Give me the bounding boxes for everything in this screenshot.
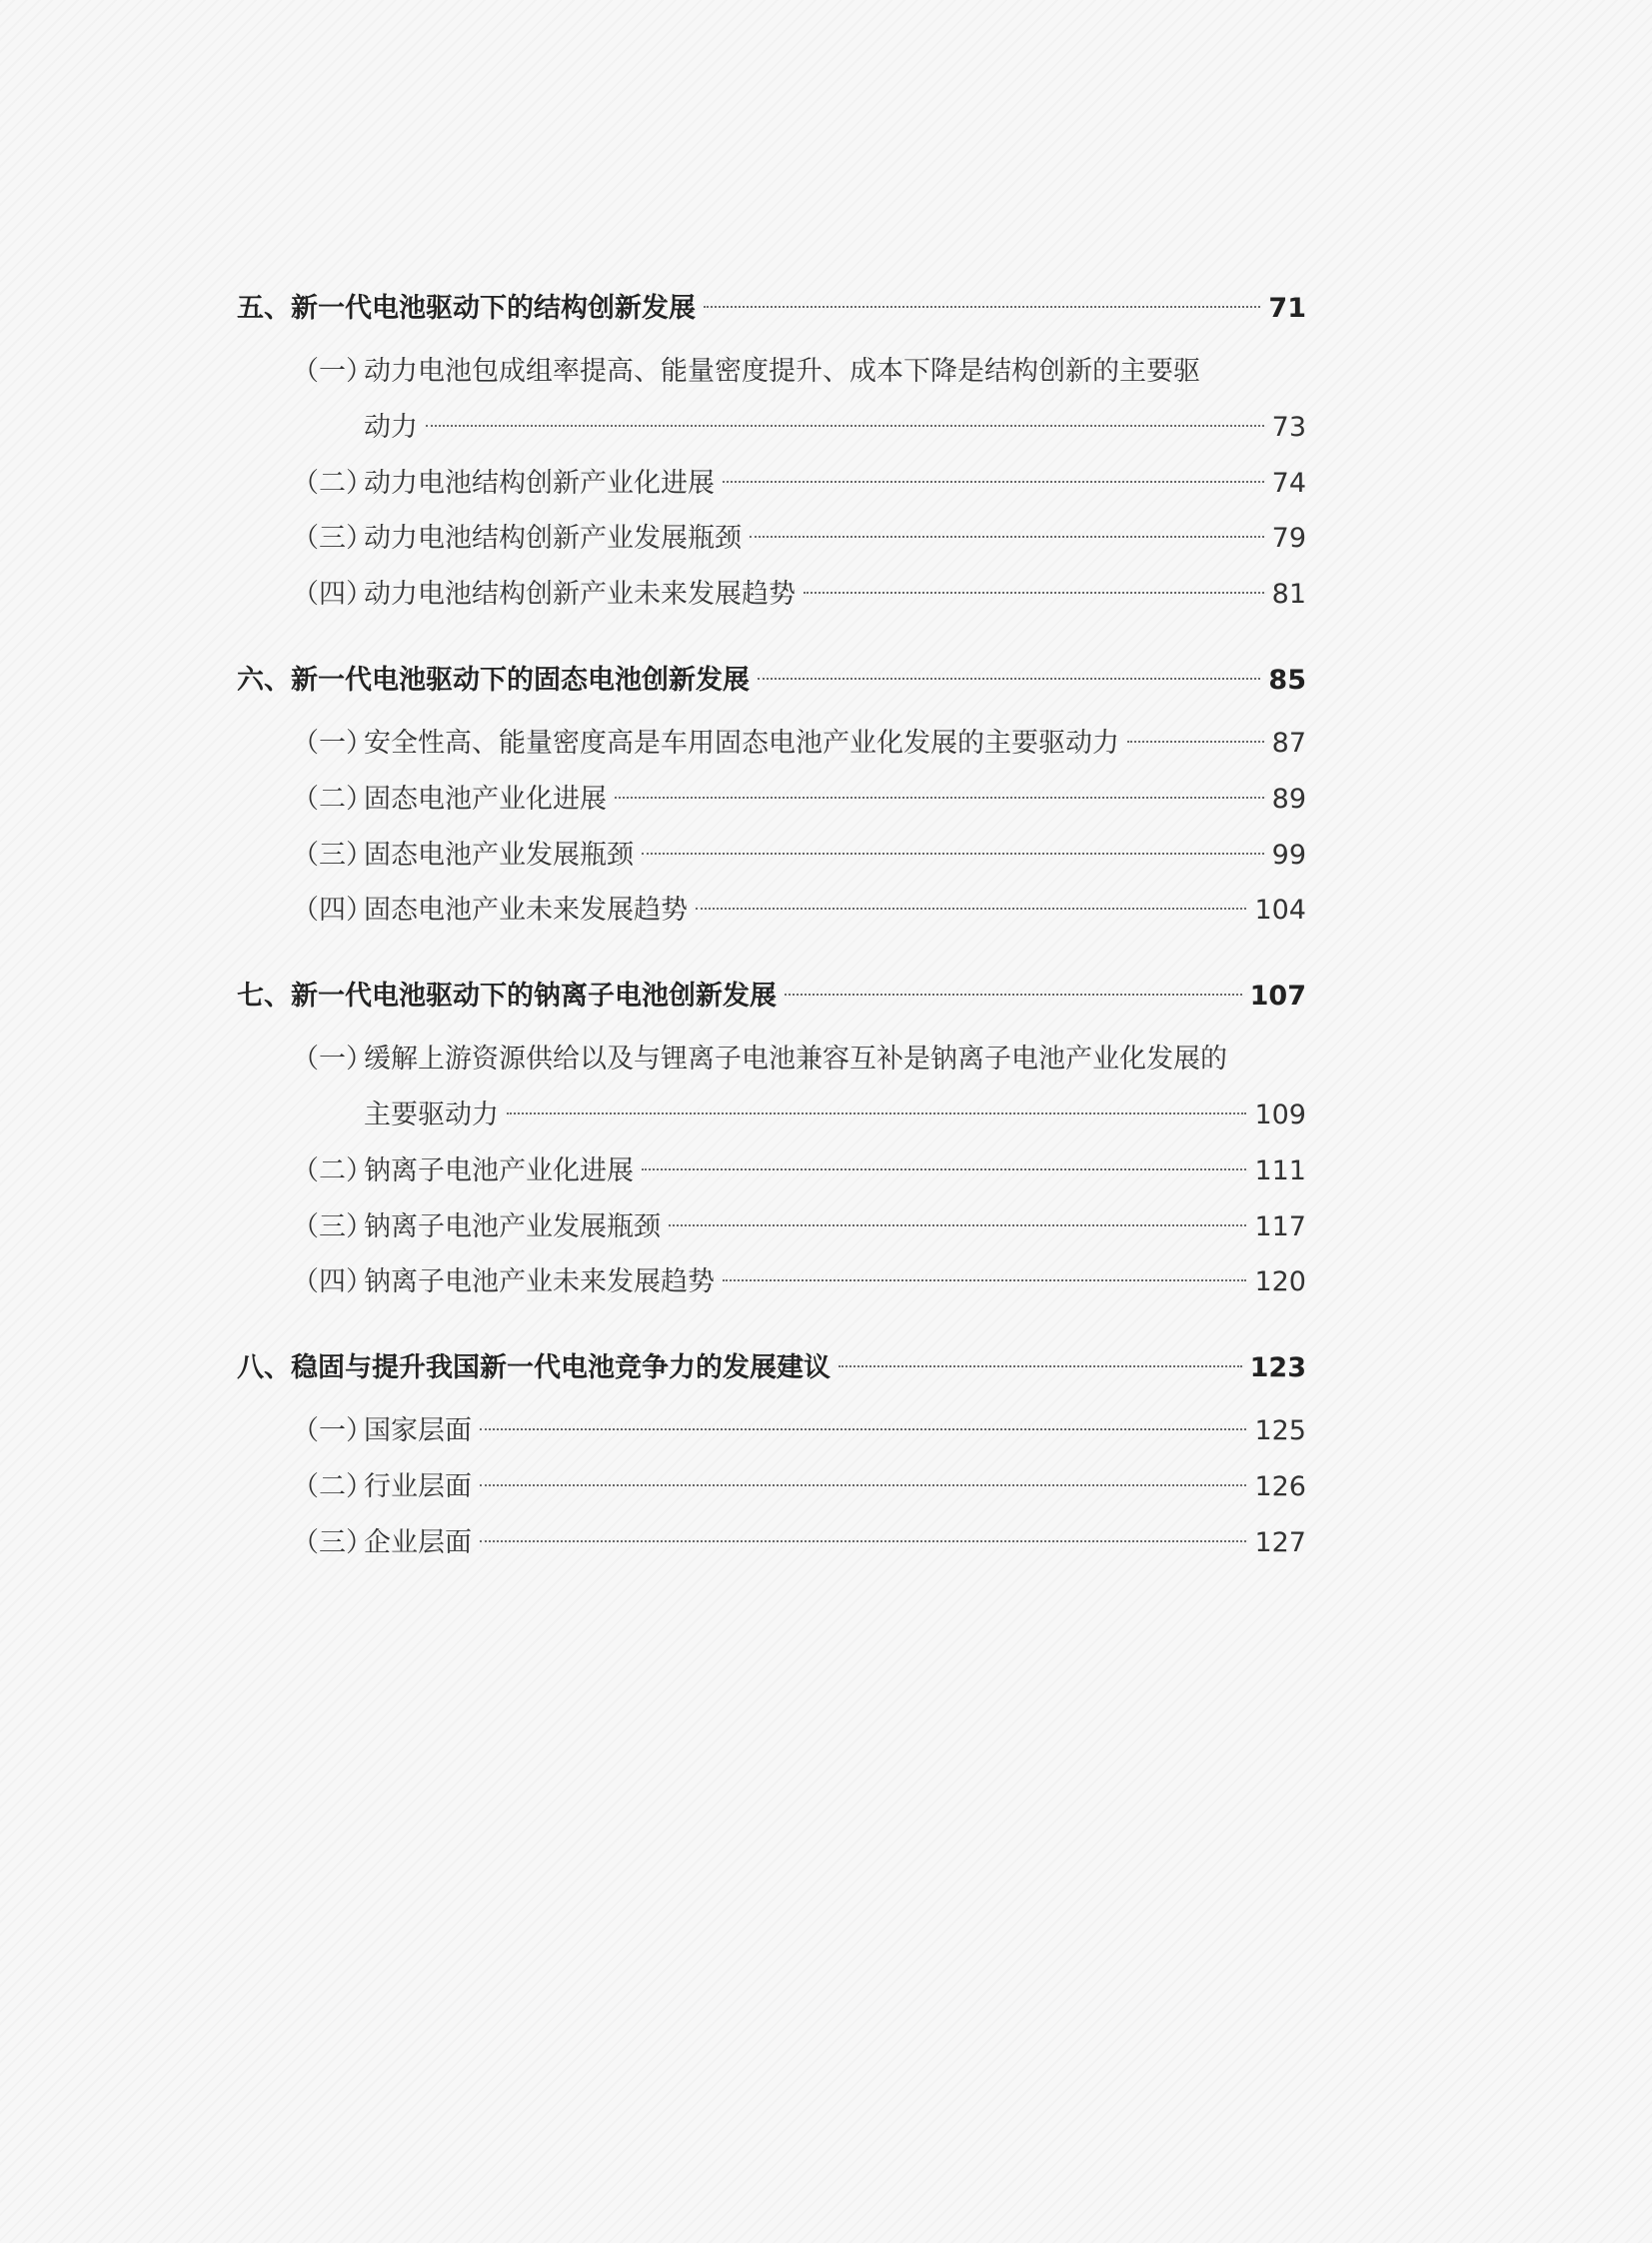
toc-entry-title: 固态电池产业发展瓶颈 bbox=[364, 839, 634, 871]
toc-entry-marker: （三） bbox=[292, 1526, 373, 1558]
toc-entry-title: 行业层面 bbox=[364, 1470, 472, 1502]
dot-leader bbox=[804, 592, 1264, 594]
toc-entry-marker: （二） bbox=[292, 1470, 373, 1502]
toc-entry-marker: （四） bbox=[292, 579, 373, 611]
toc-entry[interactable] bbox=[237, 511, 1306, 567]
toc-section-8 bbox=[237, 1340, 1306, 1570]
toc-entry-title: 主要驱动力 bbox=[364, 1099, 499, 1130]
toc-entry-marker: （三） bbox=[292, 523, 373, 555]
toc-entry[interactable] bbox=[237, 456, 1306, 512]
dot-leader bbox=[642, 853, 1264, 855]
dot-leader bbox=[696, 908, 1246, 910]
toc-section-7 bbox=[237, 969, 1306, 1310]
toc-section-5 bbox=[237, 281, 1306, 623]
toc-entry-marker: （四） bbox=[292, 895, 373, 927]
toc-entry-title: 动力电池包成组率提高、能量密度提升、成本下降是结构创新的主要驱 bbox=[364, 356, 1200, 387]
toc-entry-marker: （四） bbox=[292, 1266, 373, 1298]
toc-page-number: 126 bbox=[1254, 1470, 1306, 1502]
dot-leader bbox=[480, 1428, 1246, 1430]
toc-entry-title: 钠离子电池产业未来发展趋势 bbox=[364, 1266, 715, 1298]
toc-entry-continuation[interactable] bbox=[237, 400, 1306, 456]
toc-page-number: 125 bbox=[1254, 1415, 1306, 1447]
toc-page-number: 85 bbox=[1268, 664, 1306, 696]
toc-entry[interactable] bbox=[237, 1254, 1306, 1310]
toc-page-number: 107 bbox=[1249, 981, 1306, 1013]
toc-entry[interactable] bbox=[237, 567, 1306, 623]
table-of-contents bbox=[237, 281, 1306, 1601]
toc-entry-title: 企业层面 bbox=[364, 1526, 472, 1558]
toc-entry-title: 钠离子电池产业发展瓶颈 bbox=[364, 1210, 661, 1242]
dot-leader bbox=[507, 1113, 1246, 1115]
toc-entry[interactable] bbox=[237, 1459, 1306, 1515]
toc-entry-marker: （三） bbox=[292, 839, 373, 871]
toc-page-number: 73 bbox=[1271, 411, 1306, 443]
toc-section-6 bbox=[237, 653, 1306, 939]
toc-heading[interactable] bbox=[237, 1340, 1306, 1395]
toc-entry-marker: （二） bbox=[292, 467, 373, 499]
dot-leader bbox=[785, 994, 1242, 996]
toc-entry[interactable] bbox=[237, 1199, 1306, 1255]
dot-leader bbox=[723, 1279, 1246, 1281]
toc-heading[interactable] bbox=[237, 969, 1306, 1024]
dot-leader bbox=[1127, 741, 1264, 743]
toc-entry[interactable] bbox=[237, 1032, 1306, 1088]
toc-heading[interactable] bbox=[237, 653, 1306, 708]
toc-entry-marker: （一） bbox=[292, 1044, 373, 1076]
dot-leader bbox=[750, 536, 1264, 538]
toc-page-number: 87 bbox=[1271, 727, 1306, 759]
toc-heading-number: 六、 bbox=[237, 664, 291, 696]
toc-heading-title: 稳固与提升我国新一代电池竞争力的发展建议 bbox=[291, 1352, 830, 1384]
toc-page-number: 123 bbox=[1249, 1352, 1306, 1384]
toc-entry-marker: （一） bbox=[292, 1415, 373, 1447]
toc-heading-number: 五、 bbox=[237, 293, 291, 324]
dot-leader bbox=[480, 1484, 1246, 1486]
toc-entry-continuation[interactable] bbox=[237, 1088, 1306, 1143]
dot-leader bbox=[838, 1365, 1242, 1367]
toc-entry[interactable] bbox=[237, 883, 1306, 939]
dot-leader bbox=[480, 1540, 1246, 1542]
toc-page-number: 104 bbox=[1254, 895, 1306, 927]
toc-heading-title: 新一代电池驱动下的固态电池创新发展 bbox=[291, 664, 750, 696]
toc-page-number: 81 bbox=[1271, 579, 1306, 611]
dot-leader bbox=[669, 1224, 1246, 1226]
toc-page-number: 89 bbox=[1271, 783, 1306, 815]
toc-entry[interactable] bbox=[237, 828, 1306, 884]
toc-entry-title: 钠离子电池产业化进展 bbox=[364, 1154, 634, 1186]
toc-heading-number: 八、 bbox=[237, 1352, 291, 1384]
toc-entry-marker: （三） bbox=[292, 1210, 373, 1242]
toc-entry-title: 动力 bbox=[364, 411, 418, 443]
toc-entry-title: 动力电池结构创新产业未来发展趋势 bbox=[364, 579, 796, 611]
dot-leader bbox=[615, 797, 1264, 799]
toc-entry-marker: （一） bbox=[292, 356, 373, 387]
dot-leader bbox=[758, 678, 1260, 680]
toc-entry[interactable] bbox=[237, 1143, 1306, 1199]
toc-page-number: 127 bbox=[1254, 1526, 1306, 1558]
toc-entry-title: 安全性高、能量密度高是车用固态电池产业化发展的主要驱动力 bbox=[364, 727, 1119, 759]
toc-page-number: 79 bbox=[1271, 523, 1306, 555]
toc-entry-title: 固态电池产业化进展 bbox=[364, 783, 607, 815]
toc-heading[interactable] bbox=[237, 281, 1306, 336]
toc-entry-marker: （一） bbox=[292, 727, 373, 759]
toc-page-number: 111 bbox=[1254, 1154, 1306, 1186]
toc-entry-marker: （二） bbox=[292, 783, 373, 815]
toc-entry[interactable] bbox=[237, 716, 1306, 772]
toc-heading-number: 七、 bbox=[237, 981, 291, 1013]
toc-entry-title: 动力电池结构创新产业发展瓶颈 bbox=[364, 523, 742, 555]
toc-page-number: 71 bbox=[1268, 293, 1306, 324]
toc-entry[interactable] bbox=[237, 1515, 1306, 1571]
toc-entry-title: 缓解上游资源供给以及与锂离子电池兼容互补是钠离子电池产业化发展的 bbox=[364, 1044, 1227, 1076]
toc-page-number: 117 bbox=[1254, 1210, 1306, 1242]
toc-page-number: 120 bbox=[1254, 1266, 1306, 1298]
toc-heading-title: 新一代电池驱动下的结构创新发展 bbox=[291, 293, 696, 324]
toc-entry[interactable] bbox=[237, 1403, 1306, 1459]
toc-entry-title: 国家层面 bbox=[364, 1415, 472, 1447]
dot-leader bbox=[704, 306, 1260, 308]
toc-entry[interactable] bbox=[237, 344, 1306, 400]
toc-page-number: 109 bbox=[1254, 1099, 1306, 1130]
toc-entry-marker: （二） bbox=[292, 1154, 373, 1186]
dot-leader bbox=[723, 481, 1264, 483]
toc-page-number: 99 bbox=[1271, 839, 1306, 871]
toc-entry[interactable] bbox=[237, 772, 1306, 828]
dot-leader bbox=[426, 425, 1264, 427]
toc-heading-title: 新一代电池驱动下的钠离子电池创新发展 bbox=[291, 981, 777, 1013]
toc-entry-title: 动力电池结构创新产业化进展 bbox=[364, 467, 715, 499]
toc-entry-title: 固态电池产业未来发展趋势 bbox=[364, 895, 688, 927]
toc-page-number: 74 bbox=[1271, 467, 1306, 499]
dot-leader bbox=[642, 1168, 1246, 1170]
